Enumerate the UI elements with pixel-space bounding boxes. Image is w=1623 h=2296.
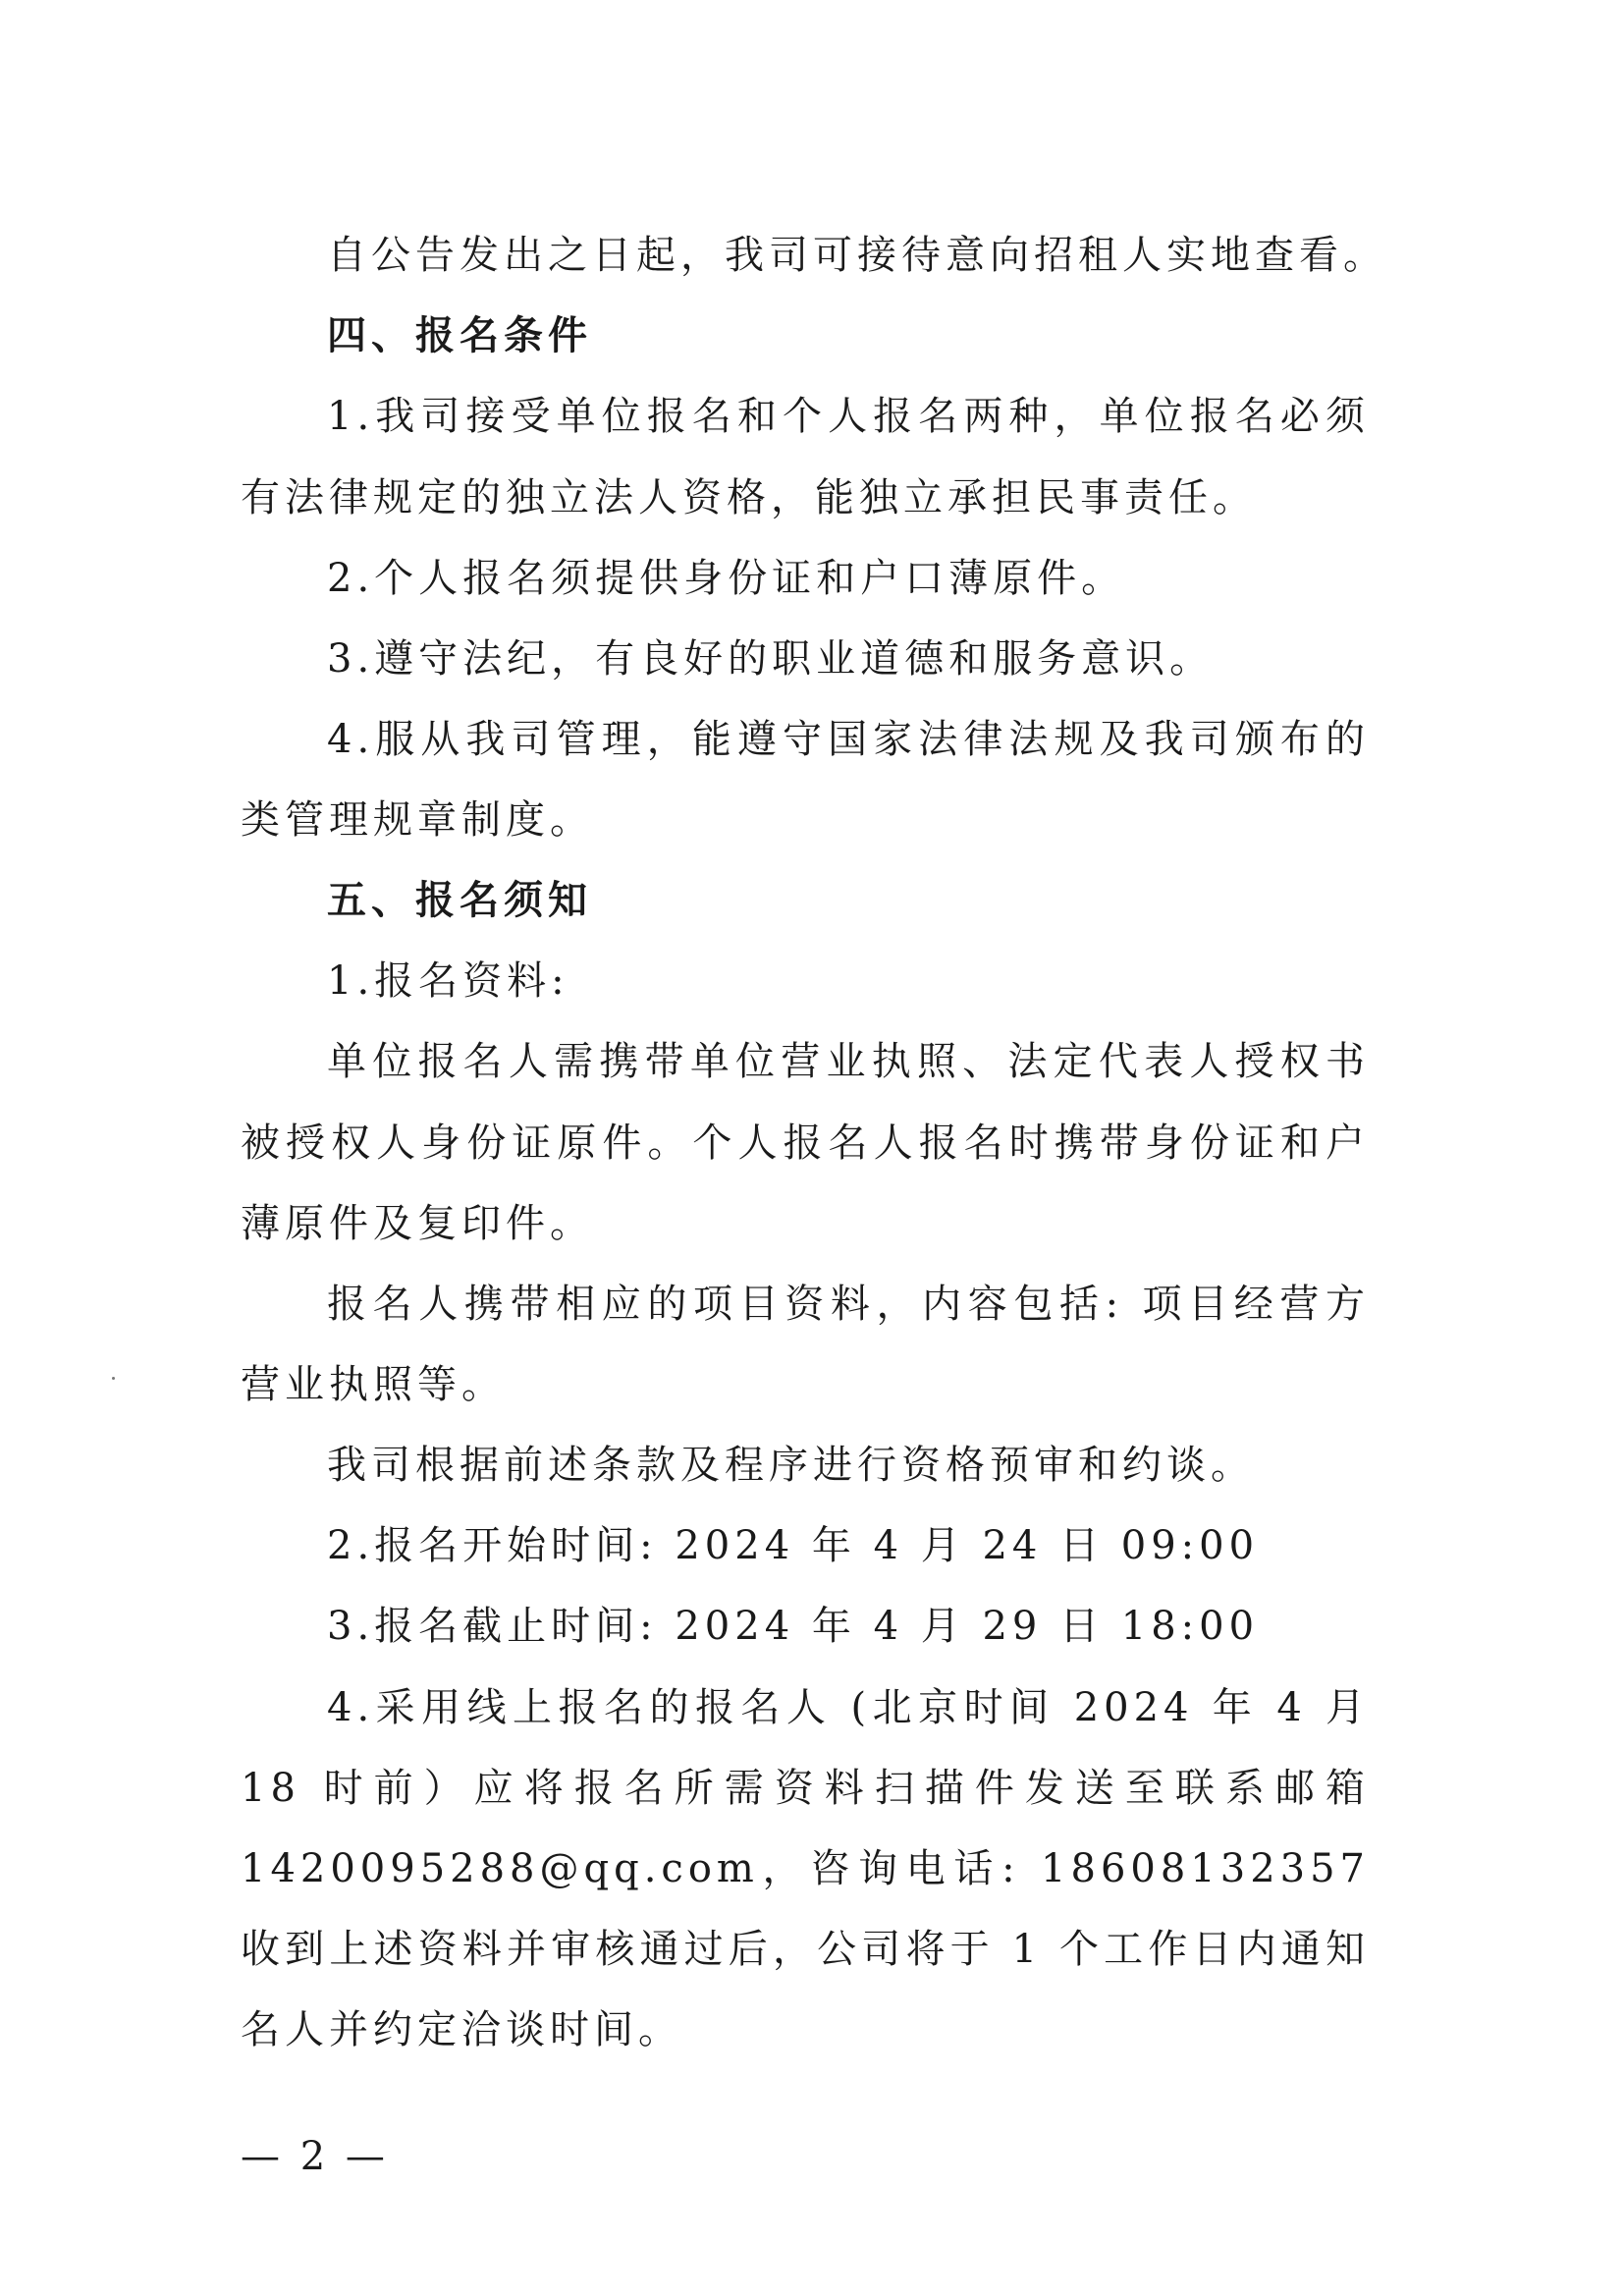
notice-1-org-line-1: 单位报名人需携带单位营业执照、法定代表人授权书 bbox=[327, 1039, 1370, 1084]
scan-speck bbox=[112, 1377, 115, 1380]
notice-2-start-time: 2.报名开始时间: 2024 年 4 月 24 日 09:00 bbox=[327, 1523, 1260, 1568]
notice-1-materials-line-1: 报名人携带相应的项目资料，内容包括: 项目经营方 bbox=[327, 1282, 1370, 1327]
notice-4-line-5: 名人并约定洽谈时间。 bbox=[241, 2007, 682, 2052]
section-heading-registration-conditions: 四、报名条件 bbox=[327, 313, 592, 358]
notice-3-deadline: 3.报名截止时间: 2024 年 4 月 29 日 18:00 bbox=[327, 1604, 1260, 1649]
notice-1-title: 1.报名资料: bbox=[327, 958, 569, 1004]
notice-4-line-1: 4.采用线上报名的报名人 (北京时间 2024 年 4 月 bbox=[327, 1685, 1370, 1730]
notice-1-materials-line-2: 营业执照等。 bbox=[241, 1362, 506, 1407]
notice-4-contact-line: 1420095288@qq.com，咨询电话: 18608132357 bbox=[241, 1846, 1370, 1891]
notice-1-org-line-3: 薄原件及复印件。 bbox=[241, 1201, 594, 1246]
condition-4-line-1: 4.服从我司管理，能遵守国家法律法规及我司颁布的 bbox=[327, 717, 1370, 762]
section-heading-registration-notice: 五、报名须知 bbox=[327, 878, 592, 923]
condition-3: 3.遵守法纪，有良好的职业道德和服务意识。 bbox=[327, 636, 1215, 682]
notice-1-review: 我司根据前述条款及程序进行资格预审和约谈。 bbox=[327, 1443, 1255, 1488]
notice-4-line-4: 收到上述资料并审核通过后，公司将于 1 个工作日内通知 bbox=[241, 1927, 1370, 1972]
condition-4-line-2: 类管理规章制度。 bbox=[241, 797, 594, 843]
condition-2: 2.个人报名须提供身份证和户口薄原件。 bbox=[327, 556, 1126, 601]
paragraph-site-visit: 自公告发出之日起，我司可接待意向招租人实地查看。 bbox=[327, 233, 1387, 278]
condition-1-line-2: 有法律规定的独立法人资格，能独立承担民事责任。 bbox=[241, 475, 1257, 520]
condition-1-line-1: 1.我司接受单位报名和个人报名两种，单位报名必须 bbox=[327, 394, 1370, 439]
notice-4-line-2: 18 时前）应将报名所需资料扫描件发送至联系邮箱 bbox=[241, 1766, 1370, 1811]
page-number: — 2 — bbox=[241, 2134, 389, 2179]
notice-1-org-line-2: 被授权人身份证原件。个人报名人报名时携带身份证和户 bbox=[241, 1121, 1370, 1166]
